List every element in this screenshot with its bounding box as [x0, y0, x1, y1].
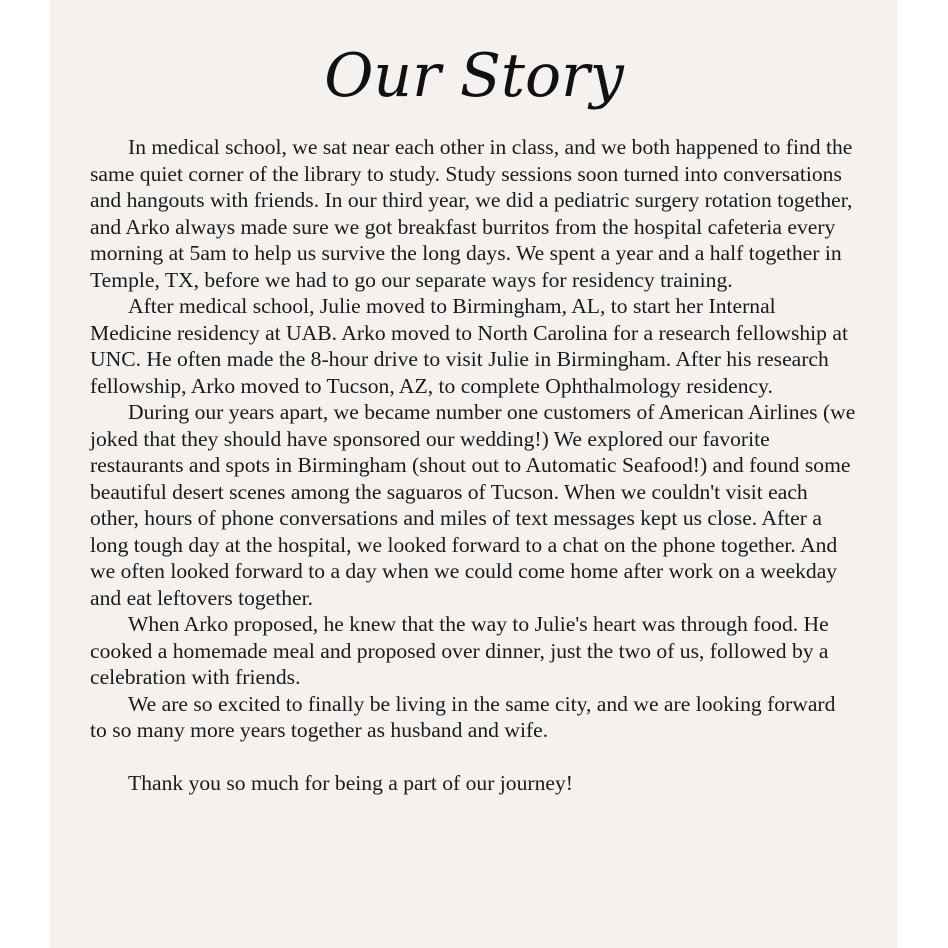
story-body — [90, 134, 856, 797]
story-paragraph: After medical school, Julie moved to Birmingham, AL, to start her Internal Medicine residency at UAB. Arko moved to North Carolina for a research fellowship at UNC. He often made the 8-hour drive to visit Julie in Birmingham. After his research fellowship, Arko moved to Tucson, AZ, to complete Ophthalmology residency. — [90, 294, 848, 398]
story-paragraph: When Arko proposed, he knew that the way to Julie's heart was through food. He cooked a homemade meal and proposed over dinner, just the two of us, followed by a celebration with friends. — [90, 612, 829, 689]
page-title: Our Story — [324, 41, 624, 111]
story-paragraph: We are so excited to finally be living in the same city, and we are looking forward to so many more years together as husband and wife. — [90, 691, 836, 742]
closing-line: Thank you so much for being a part of our journey! — [128, 771, 573, 795]
story-page — [50, 0, 898, 948]
story-paragraph: In medical school, we sat near each other in class, and we both happened to find the same quiet corner of the library to study. Study sessions soon turned into conversations and hangouts with friends. In our third year, we did a pediatric surgery rotation together, and Arko always made sure we got breakfast burritos from the hospital cafeteria every morning at 5am to help us survive the long days. We spent a year and a half together in Temple, TX, before we had to go our separate ways for residency training. — [90, 135, 853, 292]
story-paragraph: During our years apart, we became number one customers of American Airlines (we joked that they should have sponsored our wedding!) We explored our favorite restaurants and spots in Birmingham (shout out to Automatic Seafood!) and found some beautiful desert scenes among the saguaros of Tucson. When we couldn't visit each other, hours of phone conversations and miles of text messages kept us close. After a long tough day at the hospital, we looked forward to a chat on the phone together. And we often looked forward to a day when we could come home after work on a weekday and eat leftovers together. — [90, 400, 856, 610]
